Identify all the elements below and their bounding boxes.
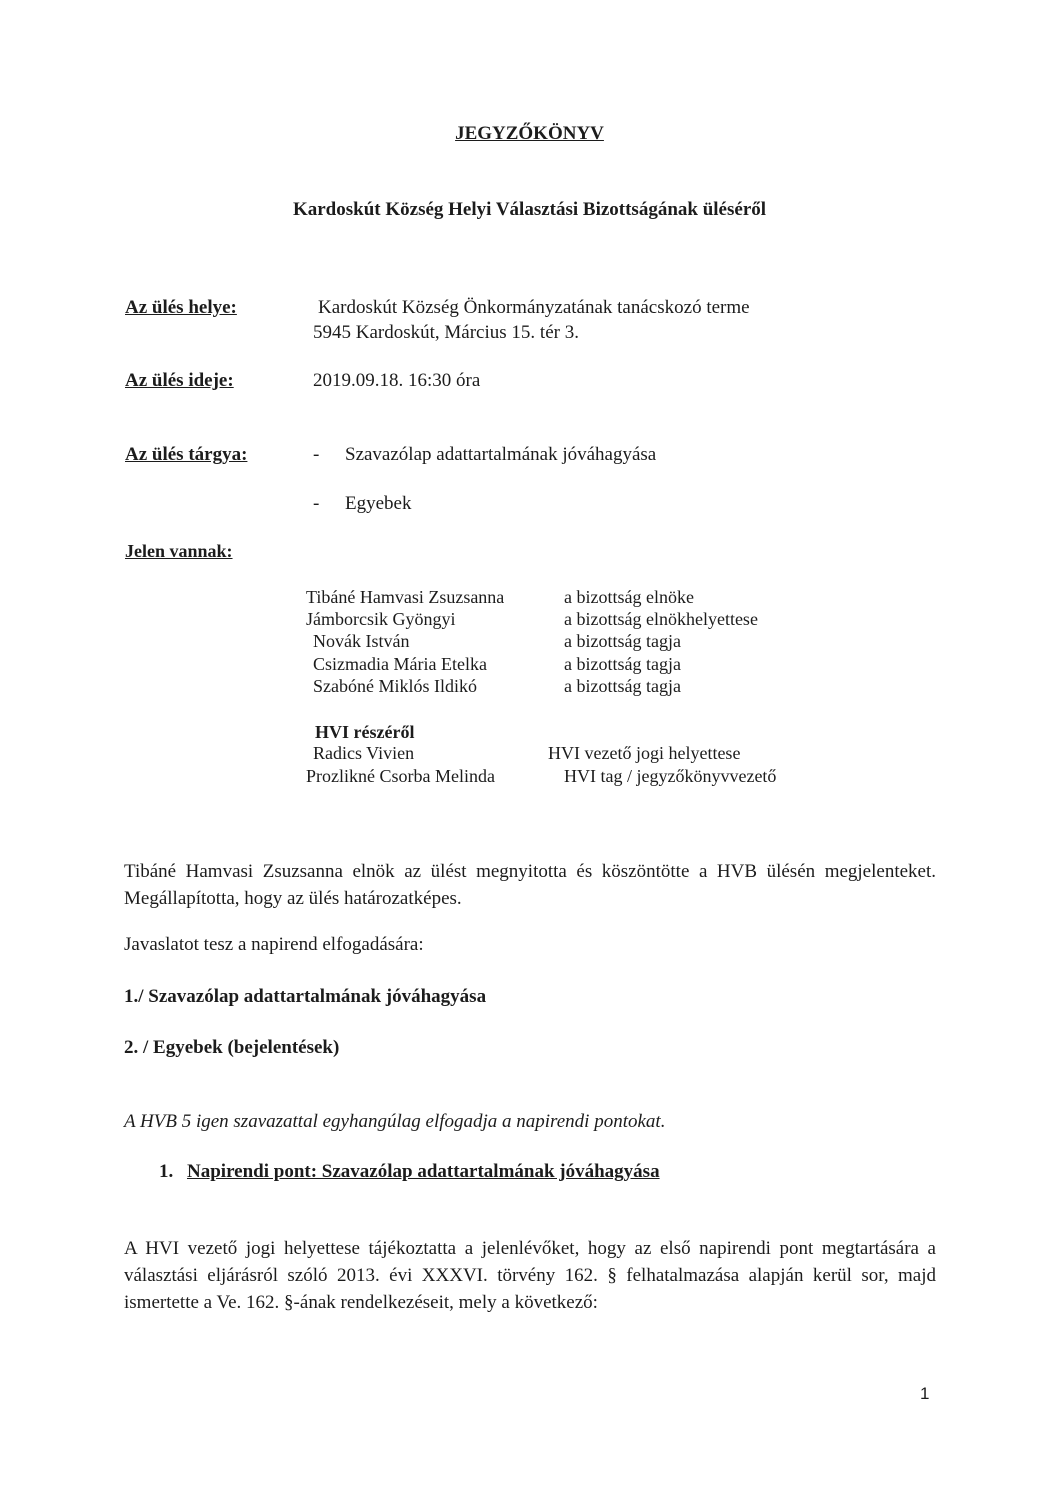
member-name: Szabóné Miklós Ildikó bbox=[313, 676, 477, 696]
agenda-item: 2. / Egyebek (bejelentések) bbox=[124, 1037, 340, 1058]
member-name: Tibáné Hamvasi Zsuzsanna bbox=[306, 587, 505, 607]
agenda-intro: Javaslatot tesz a napirend elfogadására: bbox=[124, 934, 424, 955]
subject-item: - Egyebek bbox=[313, 493, 412, 514]
agenda-item: 1./ Szavazólap adattartalmának jóváhagyása bbox=[124, 986, 487, 1007]
hvi-heading: HVI részéről bbox=[315, 722, 415, 742]
time-label: Az ülés ideje: bbox=[125, 370, 234, 391]
document-title: JEGYZŐKÖNYV bbox=[455, 123, 604, 144]
member-role: a bizottság tagja bbox=[564, 654, 681, 674]
place-label: Az ülés helye: bbox=[125, 297, 237, 318]
point1-title: Napirendi pont: Szavazólap adattartalmának jóváhagyása bbox=[187, 1161, 660, 1182]
member-name: Csizmadia Mária Etelka bbox=[313, 654, 487, 674]
member-role: a bizottság tagja bbox=[564, 676, 681, 696]
member-role: a bizottság elnökhelyettese bbox=[564, 609, 758, 629]
document-subtitle: Kardoskút Község Helyi Választási Bizottságának üléséről bbox=[292, 199, 767, 220]
member-role: a bizottság tagja bbox=[564, 631, 681, 651]
member-name: Jámborcsik Gyöngyi bbox=[306, 609, 456, 629]
hvi-role: HVI vezető jogi helyettese bbox=[548, 743, 741, 763]
subject-label: Az ülés tárgya: bbox=[125, 444, 248, 465]
page-number: 1 bbox=[920, 1384, 930, 1403]
hvi-name: Radics Vivien bbox=[313, 743, 415, 763]
hvi-name: Prozlikné Csorba Melinda bbox=[306, 766, 495, 786]
point1-paragraph: A HVI vezető jogi helyettese tájékoztatta a jelenlévőket, hogy az első napirendi pont megtartására a választási eljárásról szóló 2013. évi XXXVI. törvény 162. § felhatalmazása alapján kerül sor, majd ismertette a Ve. 162. §-ának rendelkezéseit, mely a következő: bbox=[124, 1238, 936, 1313]
place-line2: 5945 Kardoskút, Március 15. tér 3. bbox=[313, 322, 579, 343]
decision-text: A HVB 5 igen szavazattal egyhangúlag elfogadja a napirendi pontokat. bbox=[124, 1111, 666, 1132]
time-value: 2019.09.18. 16:30 óra bbox=[313, 370, 481, 391]
present-label: Jelen vannak: bbox=[125, 541, 233, 561]
place-line1: Kardoskút Község Önkormányzatának tanácskozó terme bbox=[318, 297, 750, 318]
hvi-role: HVI tag / jegyzőkönyvvezető bbox=[564, 766, 777, 786]
member-name: Novák István bbox=[313, 631, 410, 651]
member-role: a bizottság elnöke bbox=[564, 587, 694, 607]
point1-number: 1. bbox=[159, 1161, 174, 1182]
subject-item: - Szavazólap adattartalmának jóváhagyása bbox=[313, 444, 657, 465]
opening-paragraph: Tibáné Hamvasi Zsuzsanna elnök az ülést megnyitotta és köszöntötte a HVB ülésén megjelenteket. Megállapította, hogy az ülés határozatképes. bbox=[124, 861, 936, 909]
